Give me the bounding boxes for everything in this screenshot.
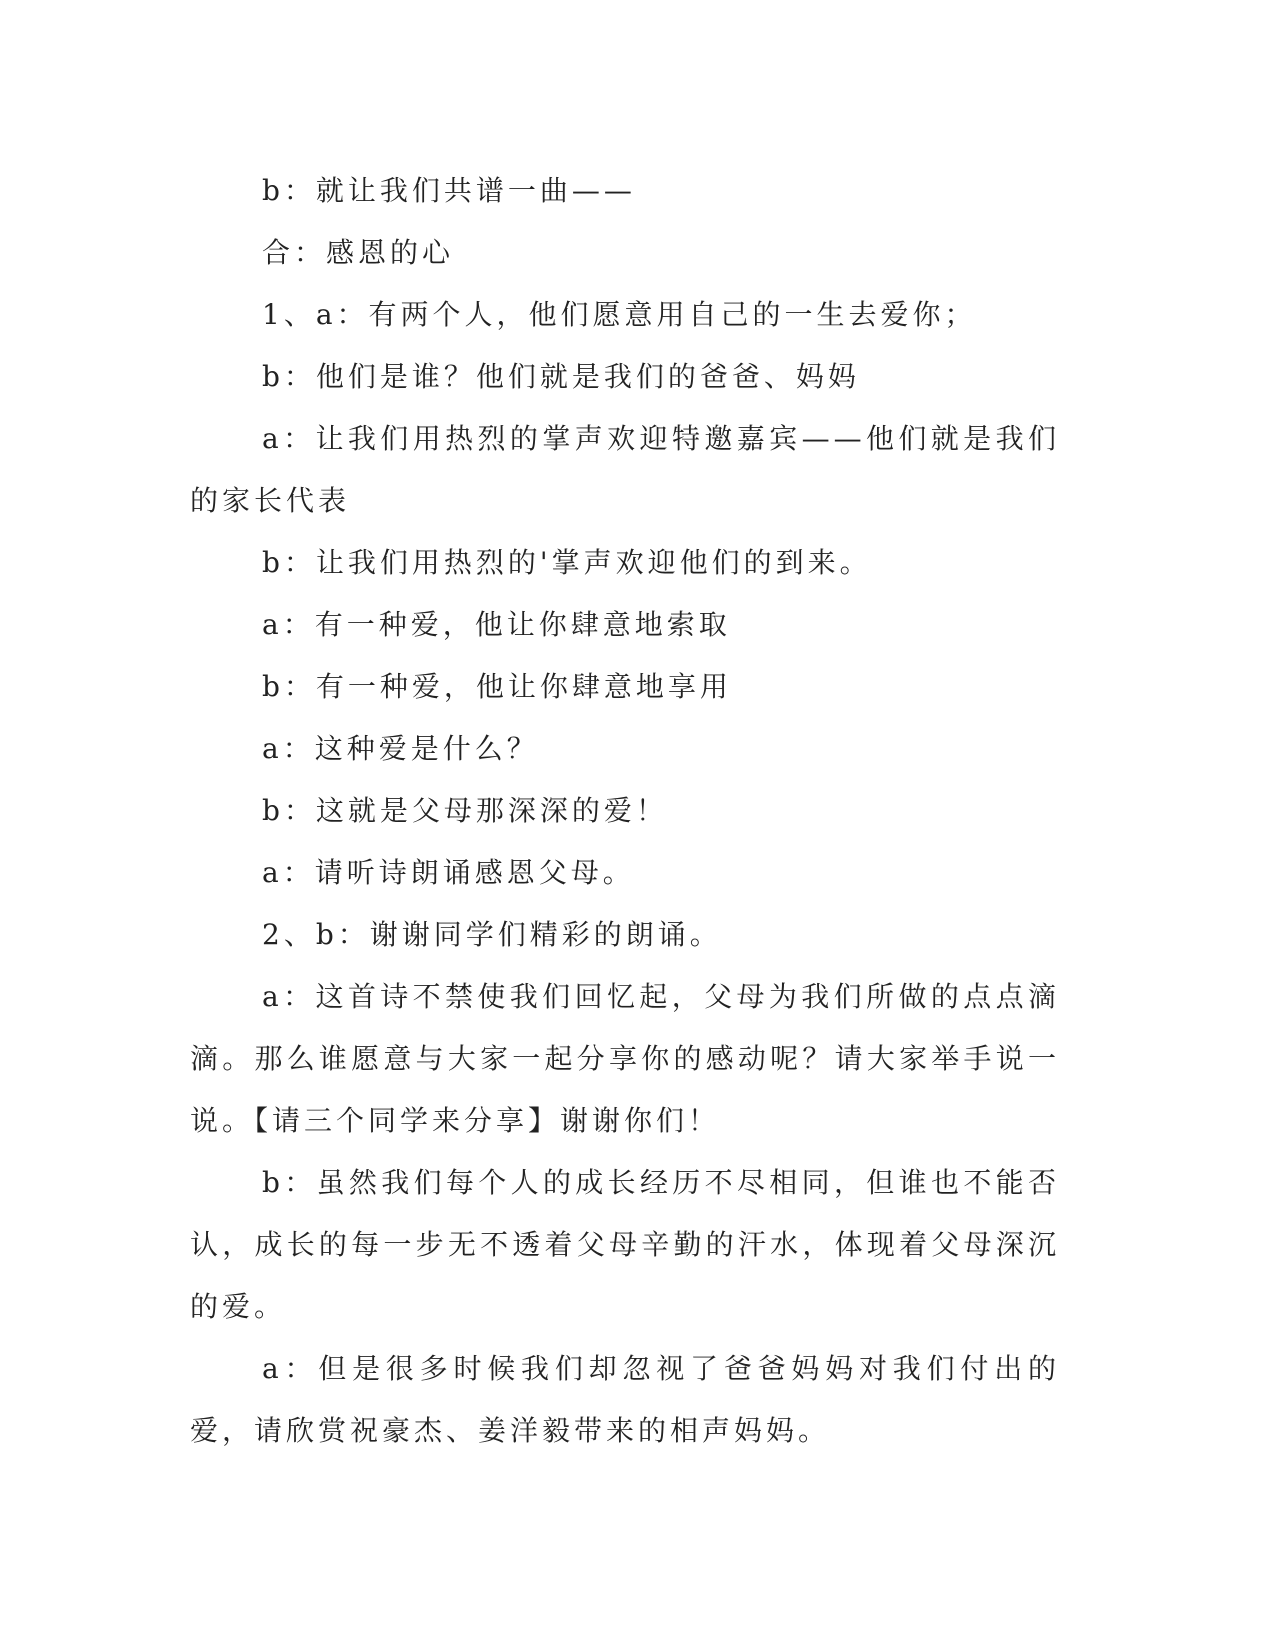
paragraph: a：让我们用热烈的掌声欢迎特邀嘉宾——他们就是我们的家长代表 bbox=[190, 422, 1060, 517]
paragraph: 1、a：有两个人，他们愿意用自己的一生去爱你； bbox=[262, 298, 977, 331]
paragraph: 合：感恩的心 bbox=[262, 236, 455, 269]
paragraph: a：请听诗朗诵感恩父母。 bbox=[262, 856, 635, 889]
paragraph: b：有一种爱，他让你肆意地享用 bbox=[262, 670, 732, 703]
paragraph: b：虽然我们每个人的成长经历不尽相同，但谁也不能否认，成长的每一步无不透着父母辛勤的汗水，体现着父母深沉的爱。 bbox=[190, 1166, 1060, 1323]
paragraph: a：这首诗不禁使我们回忆起，父母为我们所做的点点滴滴。那么谁愿意与大家一起分享你的感动呢？请大家举手说一说。【请三个同学来分享】谢谢你们！ bbox=[190, 980, 1060, 1137]
paragraph: a：有一种爱，他让你肆意地索取 bbox=[262, 608, 731, 641]
paragraph: 2、b：谢谢同学们精彩的朗诵。 bbox=[262, 918, 722, 951]
paragraph: a：这种爱是什么？ bbox=[262, 732, 539, 765]
paragraph: b：让我们用热烈的'掌声欢迎他们的到来。 bbox=[262, 546, 872, 579]
document-body bbox=[190, 160, 1060, 1462]
paragraph: b：他们是谁？他们就是我们的爸爸、妈妈 bbox=[262, 360, 860, 393]
paragraph: b：这就是父母那深深的爱！ bbox=[262, 794, 668, 827]
paragraph: a：但是很多时候我们却忽视了爸爸妈妈对我们付出的爱，请欣赏祝豪杰、姜洋毅带来的相声妈妈。 bbox=[190, 1352, 1060, 1447]
paragraph: b：就让我们共谱一曲—— bbox=[262, 174, 636, 207]
